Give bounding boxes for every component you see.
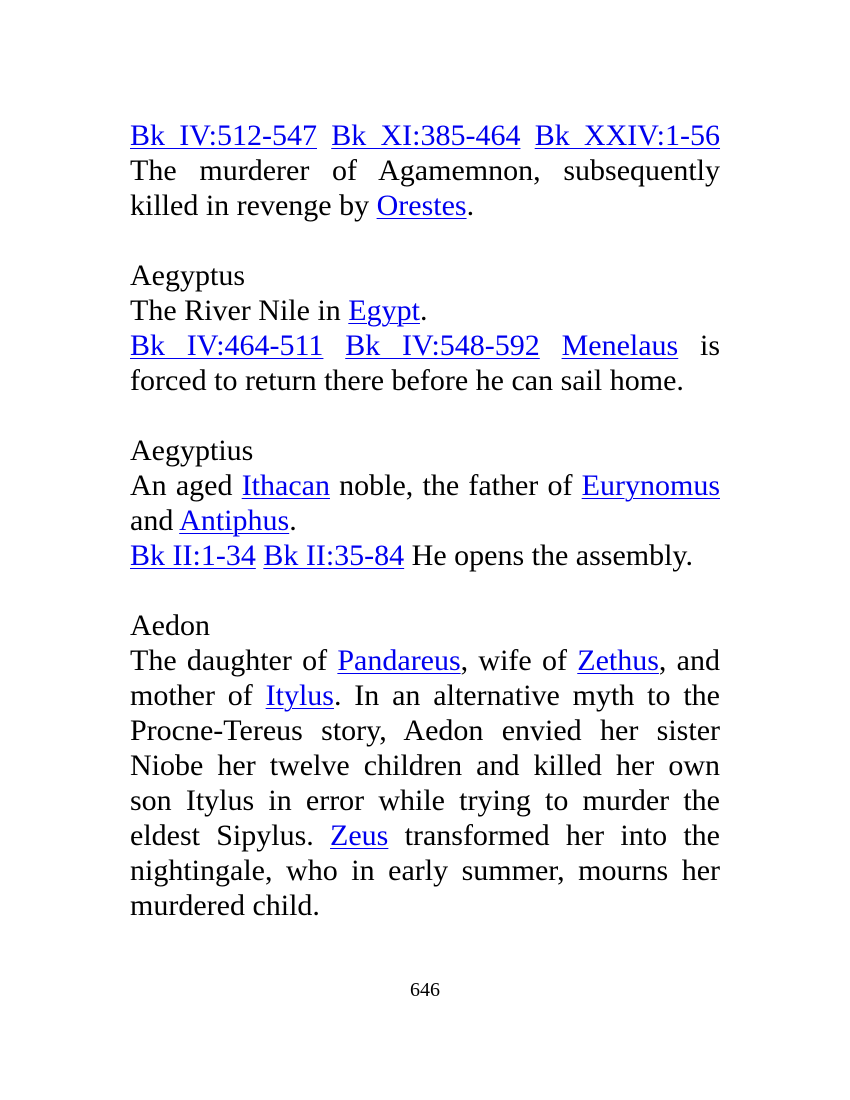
entry-heading-aegyptus: Aegyptus — [130, 259, 245, 292]
text-span: transformed her into the nightingale, who in early summer, mourns her murdered child. — [130, 819, 720, 922]
entry-heading-aegyptius: Aegyptius — [130, 434, 254, 467]
entry-aegyptus-description — [130, 293, 720, 328]
text-span: He opens the assembly. — [404, 539, 693, 572]
text-span: . — [419, 294, 428, 327]
entry-aegyptius-refs — [130, 538, 720, 573]
ref-link-bk-ii-35[interactable]: Bk II:35-84 — [263, 539, 405, 572]
link-zeus[interactable]: Zeus — [330, 819, 389, 852]
link-menelaus[interactable]: Menelaus — [561, 329, 679, 362]
page-number: 646 — [410, 979, 440, 1001]
link-itylus[interactable]: Itylus — [265, 679, 334, 712]
link-egypt[interactable]: Egypt — [348, 294, 420, 327]
ref-link-bk-ii-1[interactable]: Bk II:1-34 — [130, 539, 256, 572]
link-pandareus[interactable]: Pandareus — [337, 644, 461, 677]
text-span: The daughter of — [130, 644, 338, 677]
entry-aedon-description — [130, 643, 720, 923]
text-span: noble, the father of — [329, 469, 582, 502]
glossary-content — [130, 118, 720, 923]
link-orestes[interactable]: Orestes — [376, 189, 467, 222]
text-span: . In an alternative myth to the Procne-Tereus story, Aedon envied her sister Niobe her twelve children and killed her own son Itylus in error while trying to murder the eldest Sipylus. — [130, 679, 720, 852]
link-zethus[interactable]: Zethus — [577, 644, 659, 677]
link-ithacan[interactable]: Ithacan — [241, 469, 330, 502]
entry-aegyptus-refs — [130, 328, 720, 398]
ref-link-bk-xxiv-1[interactable]: Bk XXIV:1-56 — [534, 119, 721, 152]
entry-aegisthus-refs — [130, 118, 720, 153]
text-span: . — [466, 189, 475, 222]
paragraph-gap — [130, 573, 720, 608]
link-eurynomus[interactable]: Eurynomus — [581, 469, 720, 502]
ref-link-bk-xi-385[interactable]: Bk XI:385-464 — [331, 119, 521, 152]
entry-aegyptius-description — [130, 468, 720, 538]
text-span: The murderer of Agamemnon, subsequently killed in revenge by — [130, 154, 720, 222]
text-span: , wife of — [460, 644, 578, 677]
entry-aegisthus-text — [130, 153, 720, 223]
ref-link-bk-iv-464[interactable]: Bk IV:464-511 — [130, 329, 324, 362]
ref-link-bk-iv-512[interactable]: Bk IV:512-547 — [130, 119, 317, 152]
text-span: is forced to return there before he can sail home. — [130, 329, 721, 397]
text-span: The River Nile in — [130, 294, 349, 327]
text-span: . — [289, 504, 297, 537]
entry-heading-aedon: Aedon — [130, 609, 210, 642]
text-span: , and mother of — [130, 644, 720, 712]
link-antiphus[interactable]: Antiphus — [179, 504, 290, 537]
paragraph-gap — [130, 223, 720, 258]
text-span: and — [130, 504, 180, 537]
paragraph-gap — [130, 398, 720, 433]
ref-link-bk-iv-548[interactable]: Bk IV:548-592 — [345, 329, 540, 362]
text-span: An aged — [130, 469, 242, 502]
